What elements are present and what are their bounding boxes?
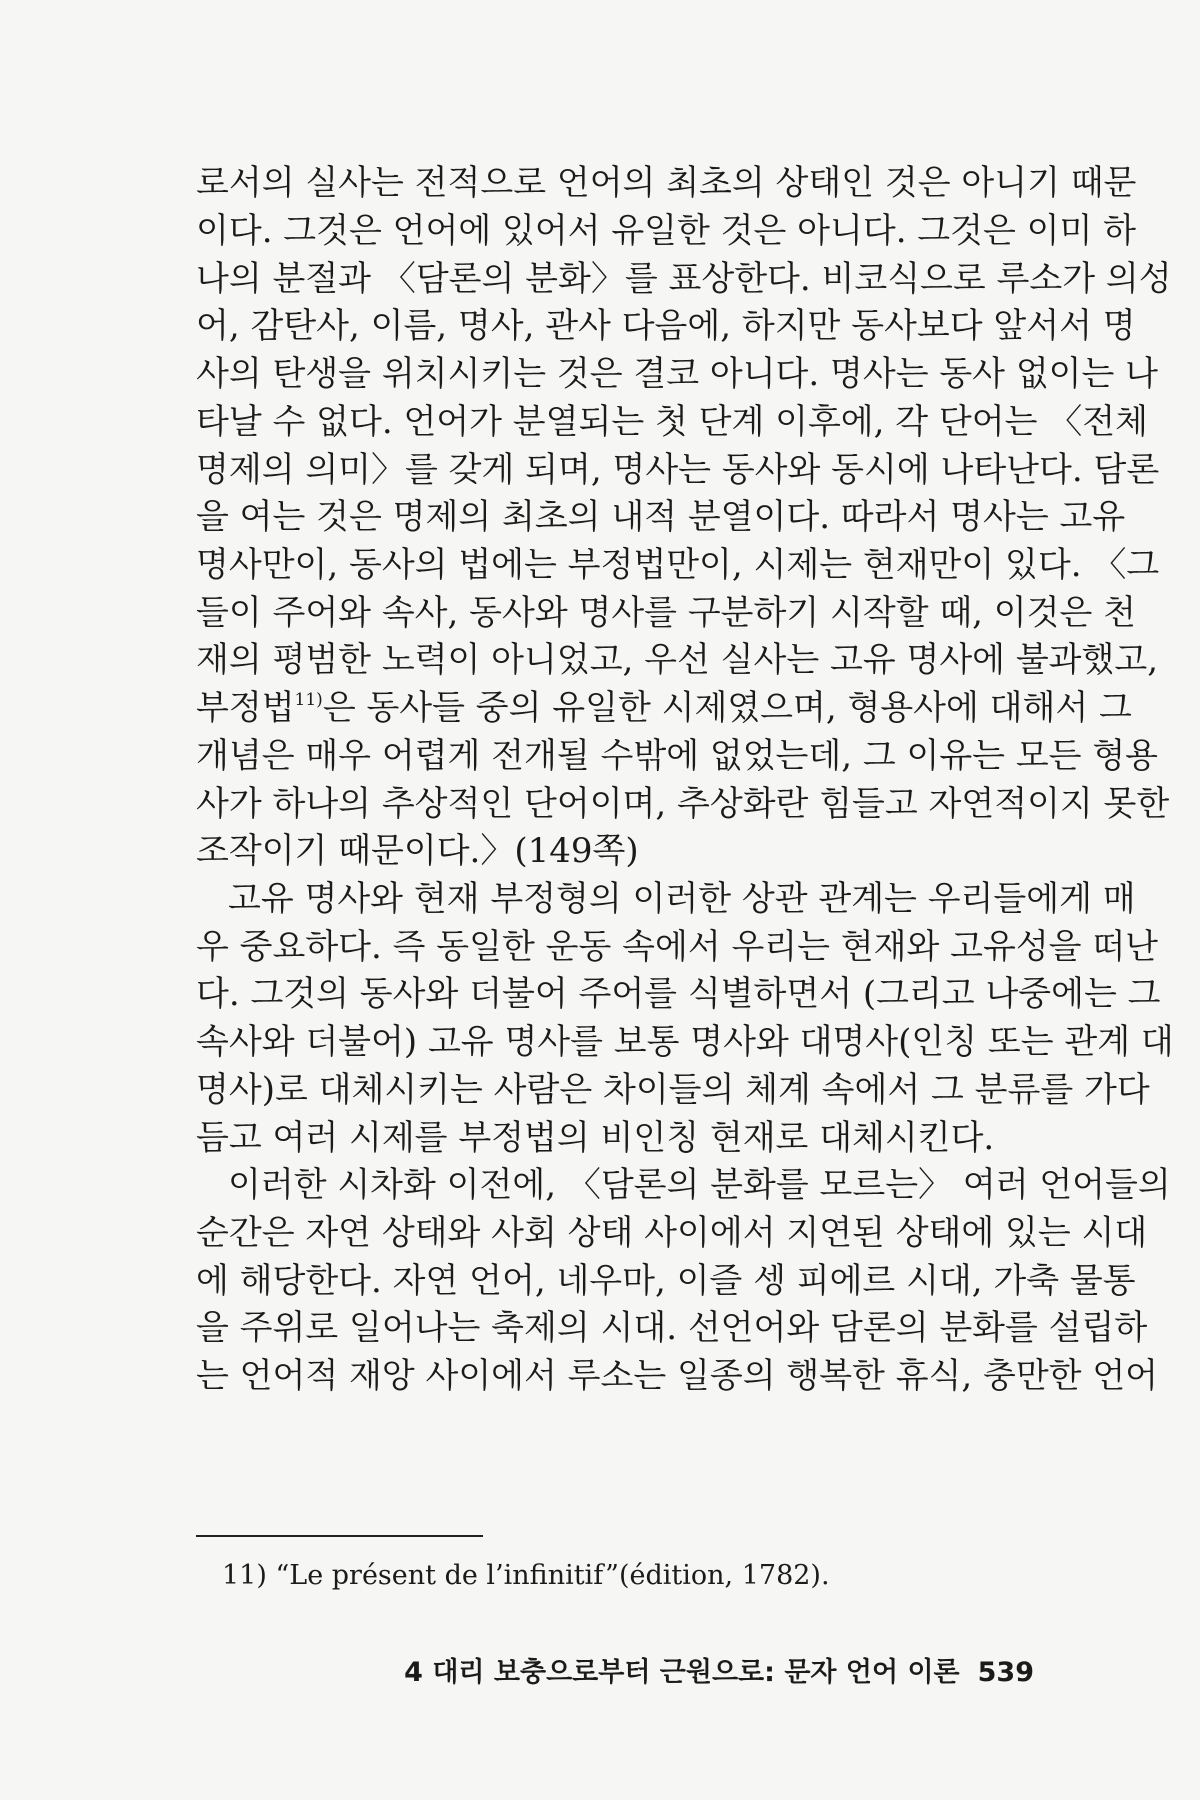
text-line: 는 언어적 재앙 사이에서 루소는 일종의 행복한 휴식, 충만한 언어 <box>196 1356 1159 1396</box>
text-line: 명사)로 대체시키는 사람은 차이들의 체계 속에서 그 분류를 가다 <box>196 1070 1150 1110</box>
text-line: 을 여는 것은 명제의 최초의 내적 분열이다. 따라서 명사는 고유 <box>196 497 1126 537</box>
text-line: 명사만이, 동사의 법에는 부정법만이, 시제는 현재만이 있다. 〈그 <box>196 545 1160 585</box>
footnote-separator <box>196 1535 483 1537</box>
text-line: 다. 그것의 동사와 더불어 주어를 식별하면서 (그리고 나중에는 그 <box>196 974 1161 1014</box>
text-line: 나의 분절과 〈담론의 분화〉를 표상한다. 비코식으로 루소가 의성 <box>196 259 1172 299</box>
text-line: 을 주위로 일어나는 축제의 시대. 선언어와 담론의 분화를 설립하 <box>196 1308 1148 1348</box>
text-line: 개념은 매우 어렵게 전개될 수밖에 없었는데, 그 이유는 모든 형용 <box>196 736 1159 776</box>
text-line: 어, 감탄사, 이름, 명사, 관사 다음에, 하지만 동사보다 앞서서 명 <box>196 306 1136 346</box>
text-line: 이다. 그것은 언어에 있어서 유일한 것은 아니다. 그것은 이미 하 <box>196 211 1136 251</box>
footnote-reference[interactable]: 11) <box>294 690 323 710</box>
footnote: 11) “Le présent de l’infinitif”(édition, 1782). <box>222 1560 830 1591</box>
text-line: 사의 탄생을 위치시키는 것은 결코 아니다. 명사는 동사 없이는 나 <box>196 354 1159 394</box>
text-fragment: 은 동사들 중의 유일한 시제였으며, 형용사에 대해서 그 <box>322 688 1132 728</box>
text-line-with-footnote-ref <box>196 688 1132 732</box>
text-line: 들이 주어와 속사, 동사와 명사를 구분하기 시작할 때, 이것은 천 <box>196 593 1136 633</box>
text-line: 명제의 의미〉를 갖게 되며, 명사는 동사와 동시에 나타난다. 담론 <box>196 450 1160 490</box>
text-line: 우 중요하다. 즉 동일한 운동 속에서 우리는 현재와 고유성을 떠난 <box>196 927 1159 967</box>
text-line: 듬고 여러 시제를 부정법의 비인칭 현재로 대체시킨다. <box>196 1118 995 1158</box>
text-line: 속사와 더불어) 고유 명사를 보통 명사와 대명사(인칭 또는 관계 대 <box>196 1022 1174 1062</box>
text-line: 로서의 실사는 전적으로 언어의 최초의 상태인 것은 아니기 때문 <box>196 163 1137 203</box>
page-number: 539 <box>977 1657 1034 1688</box>
text-line: 사가 하나의 추상적인 단어이며, 추상화란 힘들고 자연적이지 못한 <box>196 784 1170 824</box>
text-fragment: 부정법 <box>196 688 295 728</box>
paragraph-first-line: 고유 명사와 현재 부정형의 이러한 상관 관계는 우리들에게 매 <box>228 879 1136 919</box>
running-footer <box>404 1655 1034 1691</box>
running-title: 4 대리 보충으로부터 근원으로: 문자 언어 이론 <box>404 1657 960 1688</box>
text-line: 조작이기 때문이다.〉(149쪽) <box>196 831 639 871</box>
text-line: 순간은 자연 상태와 사회 상태 사이에서 지연된 상태에 있는 시대 <box>196 1213 1148 1253</box>
text-line: 에 해당한다. 자연 언어, 네우마, 이즐 셍 피에르 시대, 가축 물통 <box>196 1261 1136 1301</box>
text-line: 타날 수 없다. 언어가 분열되는 첫 단계 이후에, 각 단어는 〈전체 <box>196 402 1148 442</box>
paragraph-first-line: 이러한 시차화 이전에, 〈담론의 분화를 모르는〉 여러 언어들의 <box>228 1165 1171 1205</box>
text-line: 재의 평범한 노력이 아니었고, 우선 실사는 고유 명사에 불과했고, <box>196 640 1159 680</box>
